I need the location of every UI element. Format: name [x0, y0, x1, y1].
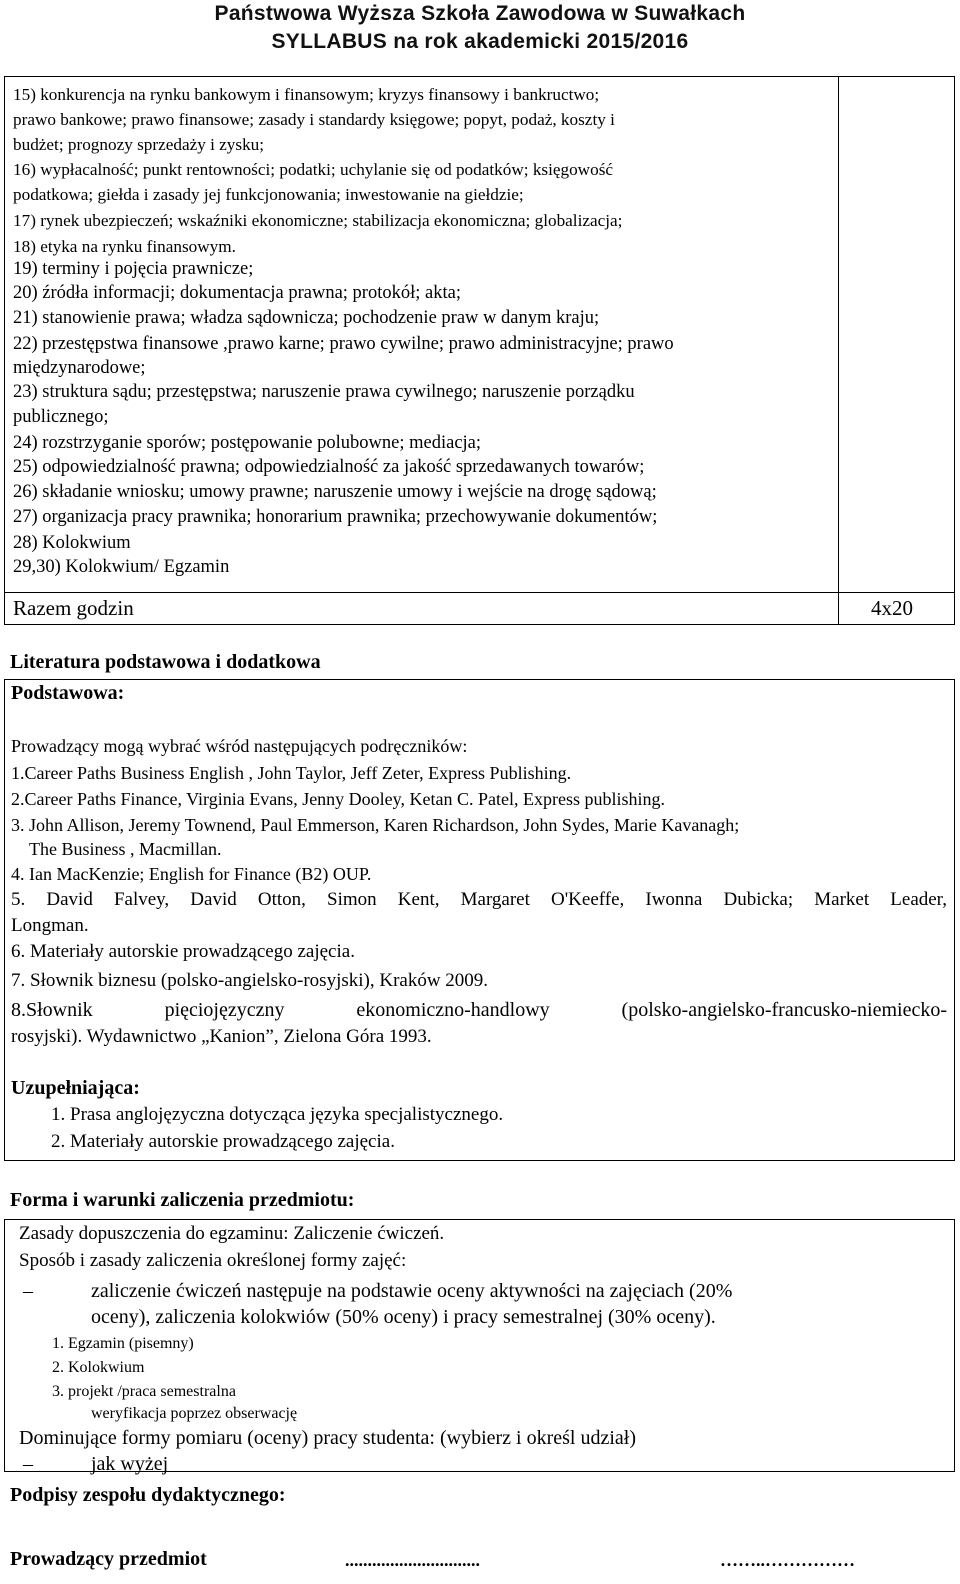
assessment-description-line-2: oceny), zaliczenia kolokwiów (50% oceny) i pracy semestralnej (30% oceny).: [91, 1306, 716, 1328]
topic-line: 26) składanie wniosku; umowy prawne; naruszenie umowy i wejście na drogę sądową;: [13, 482, 657, 502]
total-hours-label: Razem godzin: [13, 596, 134, 620]
topic-line: 24) rozstrzyganie sporów; postępowanie polubowne; mediacja;: [13, 433, 482, 453]
syllabus-title: SYLLABUS na rok akademicki 2015/2016: [271, 30, 689, 53]
literature-item: 3. John Allison, Jeremy Townend, Paul Emmerson, Karen Richardson, John Sydes, Marie Kavanagh;: [11, 815, 740, 835]
literature-box: [4, 679, 955, 1161]
table-row-divider: [5, 592, 954, 593]
dash-bullet: –: [23, 1280, 33, 1302]
topic-line: podatkowa; giełda i zasady jej funkcjonowania; inwestowanie na giełdzie;: [13, 185, 524, 204]
topic-line: budżet; prognozy sprzedaży i zysku;: [13, 135, 265, 154]
signature-dots: ..............................: [345, 1550, 480, 1570]
basic-literature-title: Podstawowa:: [11, 682, 125, 704]
topic-line: 17) rynek ubezpieczeń; wskaźniki ekonomiczne; stabilizacja ekonomiczna; globalizacja;: [13, 211, 623, 230]
literature-item: The Business , Macmillan.: [29, 839, 222, 859]
topic-line: prawo bankowe; prawo finansowe; zasady i standardy księgowe; popyt, podaż, koszty i: [13, 110, 615, 129]
topic-line: 18) etyka na rynku finansowym.: [13, 237, 236, 256]
topic-line: 15) konkurencja na rynku bankowym i finansowym; kryzys finansowy i bankructwo;: [13, 85, 600, 104]
literature-item: Longman.: [11, 915, 89, 936]
topic-line: 16) wypłacalność; punkt rentowności; podatki; uchylanie się od podatków; księgowość: [13, 160, 614, 179]
literature-intro: Prowadzący mogą wybrać wśród następujących podręczników:: [11, 736, 468, 756]
supplementary-literature-title: Uzupełniająca:: [11, 1077, 140, 1099]
topic-line: 28) Kolokwium: [13, 533, 131, 553]
literature-item: 4. Ian MacKenzie; English for Finance (B2) OUP.: [11, 864, 372, 884]
dominant-forms: Dominujące formy pomiaru (oceny) pracy studenta: (wybierz i określ udział): [19, 1427, 637, 1449]
topic-line: 27) organizacja pracy prawnika; honorarium prawnika; przechowywanie dokumentów;: [13, 507, 658, 527]
date-dots: ……..……………: [720, 1550, 855, 1570]
topic-line: publicznego;: [13, 407, 109, 427]
literature-title: Literatura podstawowa i dodatkowa: [10, 651, 321, 673]
assessment-title: Forma i warunki zaliczenia przedmiotu:: [10, 1189, 355, 1211]
table-column-divider: [838, 77, 839, 624]
literature-item: 8.Słownik pięciojęzyczny ekonomiczno-handlowy (polsko-angielsko-francusko-niemiecko-: [11, 999, 947, 1021]
assessment-description-line-1: zaliczenie ćwiczeń następuje na podstawie oceny aktywności na zajęciach (20%: [91, 1280, 733, 1302]
signatures-title: Podpisy zespołu dydaktycznego:: [10, 1484, 286, 1506]
literature-item: 7. Słownik biznesu (polsko-angielsko-rosyjski), Kraków 2009.: [11, 970, 489, 991]
assessment-method: Sposób i zasady zaliczenia określonej formy zajęć:: [19, 1250, 407, 1271]
topics-table: [4, 76, 955, 625]
lecturer-label: Prowadzący przedmiot: [10, 1548, 207, 1570]
literature-item: 5. David Falvey, David Otton, Simon Kent, Margaret O'Keeffe, Iwonna Dubicka; Market Leader,: [11, 889, 947, 910]
topic-line: 25) odpowiedzialność prawna; odpowiedzialność za jakość sprzedawanych towarów;: [13, 457, 645, 477]
assessment-box: [4, 1219, 955, 1475]
topic-line: 19) terminy i pojęcia prawnicze;: [13, 259, 254, 279]
school-name: Państwowa Wyższa Szkoła Zawodowa w Suwałkach: [214, 2, 746, 25]
literature-item: rosyjski). Wydawnictwo „Kanion”, Zielona Góra 1993.: [11, 1026, 432, 1047]
literature-item: 2.Career Paths Finance, Virginia Evans, Jenny Dooley, Ketan C. Patel, Express publishing.: [11, 789, 665, 809]
supplementary-item: 1. Prasa anglojęzyczna dotycząca języka specjalistycznego.: [51, 1104, 504, 1125]
assessment-verification: weryfikacja poprzez obserwację: [91, 1405, 298, 1422]
assessment-form-item: 3. projekt /praca semestralna: [52, 1383, 236, 1400]
topic-line: 21) stanowienie prawa; władza sądownicza; pochodzenie praw w danym kraju;: [13, 308, 600, 328]
assessment-form-item: 1. Egzamin (pisemny): [52, 1335, 194, 1352]
topic-line: 23) struktura sądu; przestępstwa; naruszenie prawa cywilnego; naruszenie porządku: [13, 382, 635, 402]
admission-rules: Zasady dopuszczenia do egzaminu: Zaliczenie ćwiczeń.: [19, 1223, 445, 1244]
topic-line: 29,30) Kolokwium/ Egzamin: [13, 557, 230, 577]
dominant-forms-value: jak wyżej: [91, 1453, 169, 1475]
topic-line: międzynarodowe;: [13, 358, 146, 378]
topic-line: 20) źródła informacji; dokumentacja prawna; protokół; akta;: [13, 283, 461, 303]
dash-bullet: –: [23, 1453, 33, 1475]
total-hours-value: 4x20: [871, 596, 913, 620]
literature-item: 6. Materiały autorskie prowadzącego zajęcia.: [11, 941, 355, 962]
topic-line: 22) przestępstwa finansowe ,prawo karne; prawo cywilne; prawo administracyjne; prawo: [13, 334, 674, 354]
assessment-form-item: 2. Kolokwium: [52, 1359, 145, 1376]
literature-item: 1.Career Paths Business English , John Taylor, Jeff Zeter, Express Publishing.: [11, 763, 572, 783]
supplementary-item: 2. Materiały autorskie prowadzącego zajęcia.: [51, 1131, 395, 1152]
